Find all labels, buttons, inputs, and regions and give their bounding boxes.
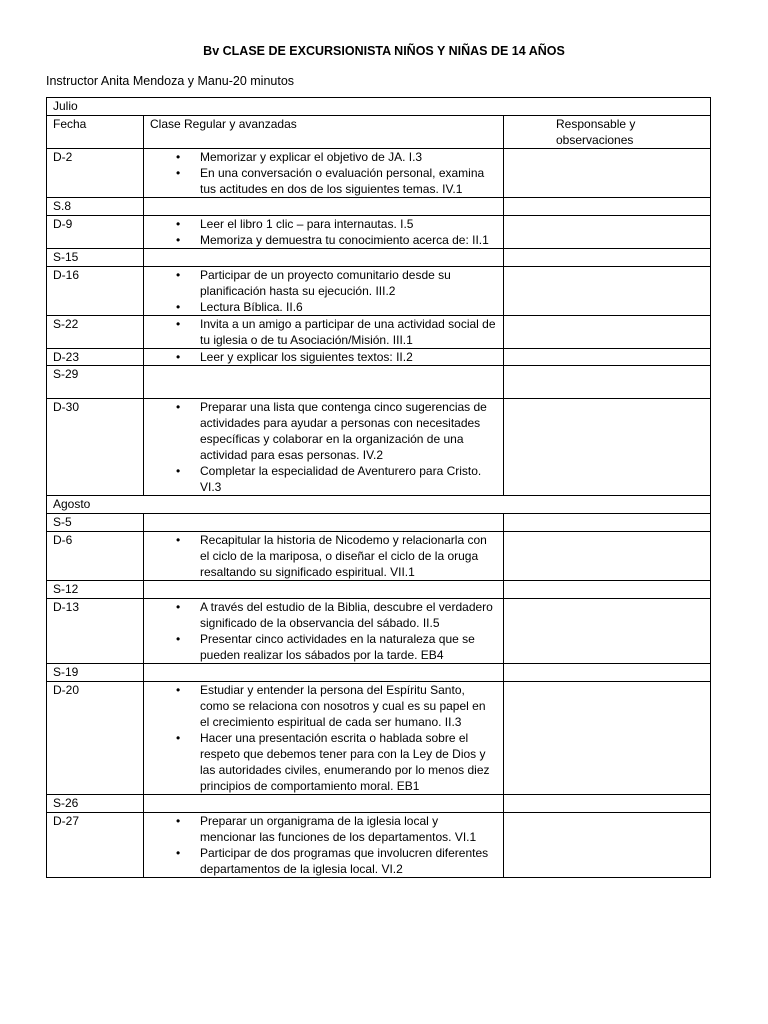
class-cell bbox=[144, 198, 504, 216]
class-cell bbox=[144, 249, 504, 267]
responsable-cell bbox=[504, 599, 711, 664]
list-item: • Preparar un organigrama de la iglesia local y mencionar las funciones de los departamentos. VI.1 bbox=[200, 813, 497, 845]
class-cell bbox=[144, 664, 504, 682]
list-item: • Participar de un proyecto comunitario desde su planificación hasta su ejecución. III.2 bbox=[200, 267, 497, 299]
date-cell: S-22 bbox=[47, 316, 144, 349]
responsable-cell bbox=[504, 149, 711, 198]
month-name: Agosto bbox=[47, 496, 711, 514]
list-item: • Recapitular la historia de Nicodemo y relacionarla con el ciclo de la mariposa, o diseñar el ciclo de la oruga resaltando su significado espiritual. VII.1 bbox=[200, 532, 497, 580]
class-cell bbox=[144, 795, 504, 813]
class-cell bbox=[144, 349, 504, 366]
date-cell: S-29 bbox=[47, 366, 144, 399]
class-cell bbox=[144, 532, 504, 581]
date-cell: D-20 bbox=[47, 682, 144, 795]
responsable-cell bbox=[504, 399, 711, 496]
class-cell bbox=[144, 399, 504, 496]
header-responsable: Responsable y observaciones bbox=[504, 116, 711, 149]
responsable-cell bbox=[504, 349, 711, 366]
list-item: • Presentar cinco actividades en la naturaleza que se pueden realizar los sábados por la tarde. EB4 bbox=[200, 631, 497, 663]
table-row bbox=[47, 664, 711, 682]
table-row bbox=[47, 149, 711, 198]
list-item: • Memoriza y demuestra tu conocimiento acerca de: II.1 bbox=[200, 232, 497, 248]
responsable-cell bbox=[504, 813, 711, 878]
table-row bbox=[47, 399, 711, 496]
list-item: • Invita a un amigo a participar de una actividad social de tu iglesia o de tu Asociación/Misión. III.1 bbox=[200, 316, 497, 348]
activity-list bbox=[150, 349, 497, 365]
date-cell: D-30 bbox=[47, 399, 144, 496]
table-row bbox=[47, 366, 711, 399]
date-cell: S-26 bbox=[47, 795, 144, 813]
activity-list bbox=[150, 216, 497, 248]
responsable-cell bbox=[504, 581, 711, 599]
schedule-table bbox=[46, 97, 711, 878]
class-cell bbox=[144, 316, 504, 349]
date-cell: D-2 bbox=[47, 149, 144, 198]
responsable-cell bbox=[504, 198, 711, 216]
table-row bbox=[47, 316, 711, 349]
date-cell: S.8 bbox=[47, 198, 144, 216]
class-cell bbox=[144, 813, 504, 878]
responsable-cell bbox=[504, 249, 711, 267]
activity-list bbox=[150, 682, 497, 794]
table-row bbox=[47, 581, 711, 599]
column-header-row bbox=[47, 116, 711, 149]
table-row bbox=[47, 267, 711, 316]
responsable-cell bbox=[504, 514, 711, 532]
table-row bbox=[47, 532, 711, 581]
list-item: • Lectura Bíblica. II.6 bbox=[200, 299, 497, 315]
responsable-cell bbox=[504, 366, 711, 399]
list-item: • Preparar una lista que contenga cinco sugerencias de actividades para ayudar a personas con necesitades específicas y colaborar en la organización de una actividad para esas personas. IV.2 bbox=[200, 399, 497, 463]
date-cell: D-27 bbox=[47, 813, 144, 878]
class-cell bbox=[144, 267, 504, 316]
activity-list bbox=[150, 399, 497, 495]
activity-list bbox=[150, 316, 497, 348]
list-item: • Leer el libro 1 clic – para internautas. I.5 bbox=[200, 216, 497, 232]
activity-list bbox=[150, 599, 497, 663]
list-item: • A través del estudio de la Biblia, descubre el verdadero significado de la observancia del sábado. II.5 bbox=[200, 599, 497, 631]
date-cell: D-6 bbox=[47, 532, 144, 581]
date-cell: S-5 bbox=[47, 514, 144, 532]
responsable-cell bbox=[504, 664, 711, 682]
instructor-line: Instructor Anita Mendoza y Manu-20 minutos bbox=[46, 74, 295, 88]
class-cell bbox=[144, 366, 504, 399]
activity-list bbox=[150, 149, 497, 197]
class-cell bbox=[144, 216, 504, 249]
list-item: • Hacer una presentación escrita o hablada sobre el respeto que debemos tener para con la Ley de Dios y las autoridades civiles, enumerando por lo menos diez principios de comportamiento moral. EB1 bbox=[200, 730, 497, 794]
responsable-cell bbox=[504, 267, 711, 316]
responsable-cell bbox=[504, 682, 711, 795]
class-cell bbox=[144, 599, 504, 664]
table-row bbox=[47, 682, 711, 795]
list-item: • En una conversación o evaluación personal, examina tus actitudes en dos de los siguientes temas. IV.1 bbox=[200, 165, 497, 197]
month-name: Julio bbox=[47, 98, 711, 116]
activity-list bbox=[150, 532, 497, 580]
header-fecha: Fecha bbox=[47, 116, 144, 149]
date-cell: S-12 bbox=[47, 581, 144, 599]
table-row bbox=[47, 249, 711, 267]
month-header-row bbox=[47, 98, 711, 116]
activity-list bbox=[150, 813, 497, 877]
class-cell bbox=[144, 149, 504, 198]
responsable-cell bbox=[504, 216, 711, 249]
activity-list bbox=[150, 267, 497, 315]
table-row bbox=[47, 349, 711, 366]
table-row bbox=[47, 514, 711, 532]
list-item: • Participar de dos programas que involucren diferentes departamentos de la iglesia local. VI.2 bbox=[200, 845, 497, 877]
date-cell: S-15 bbox=[47, 249, 144, 267]
responsable-cell bbox=[504, 316, 711, 349]
list-item: • Leer y explicar los siguientes textos: II.2 bbox=[200, 349, 497, 365]
responsable-cell bbox=[504, 795, 711, 813]
date-cell: D-9 bbox=[47, 216, 144, 249]
class-cell bbox=[144, 581, 504, 599]
responsable-cell bbox=[504, 532, 711, 581]
date-cell: D-16 bbox=[47, 267, 144, 316]
class-cell bbox=[144, 682, 504, 795]
date-cell: S-19 bbox=[47, 664, 144, 682]
document-title: Bv CLASE DE EXCURSIONISTA NIÑOS Y NIÑAS DE 14 AÑOS bbox=[203, 44, 565, 58]
table-row bbox=[47, 198, 711, 216]
table-row bbox=[47, 795, 711, 813]
table-row bbox=[47, 216, 711, 249]
date-cell: D-13 bbox=[47, 599, 144, 664]
list-item: • Memorizar y explicar el objetivo de JA. I.3 bbox=[200, 149, 497, 165]
table-row bbox=[47, 599, 711, 664]
list-item: • Completar la especialidad de Aventurero para Cristo. VI.3 bbox=[200, 463, 497, 495]
date-cell: D-23 bbox=[47, 349, 144, 366]
class-cell bbox=[144, 514, 504, 532]
header-clase: Clase Regular y avanzadas bbox=[144, 116, 504, 149]
schedule-body bbox=[47, 98, 711, 878]
list-item: • Estudiar y entender la persona del Espíritu Santo, como se relaciona con nosotros y cual es su papel en el crecimiento espiritual de cada ser humano. II.3 bbox=[200, 682, 497, 730]
table-row bbox=[47, 813, 711, 878]
month-header-row bbox=[47, 496, 711, 514]
